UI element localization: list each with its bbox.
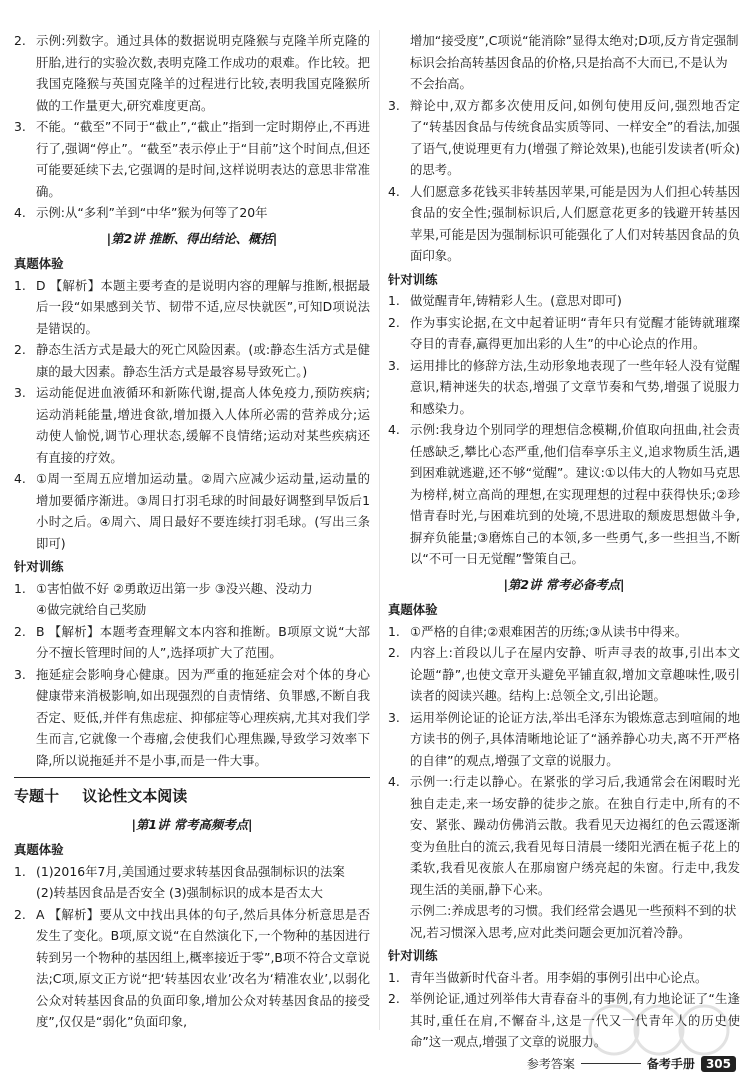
list-item [388,290,740,312]
left-column [14,30,370,1033]
right-items-c [388,621,740,901]
item-text: 示例:列数字。通过具体的数据说明克隆猴与克隆羊所克隆的肝胎,进行的实验次数,表明克隆工作成功的艰难。作比较。把我国克隆猴与英国克隆羊的过程进行比较,表明我国克隆猴所做的工作量更大,研究难度更高。 [36,33,370,113]
item-number: 2. [388,645,400,660]
item-line: (2)转基因食品是否安全 (3)强制标识的成本是否太大 [36,885,323,900]
list-item [388,95,740,181]
zhenti-heading-left: 真题体验 [14,256,64,271]
item-text: ①周一至周五应增加运动量。②周六应减少运动量,运动量的增加要循序渐进。③周日打羽毛球的时间最好调整到早饭后1小时之后。④周六、周日最好不要连续打羽毛球。(写出三条即可) [36,471,370,551]
item-text: 举例论证,通过列举伟大青春奋斗的事例,有力地论证了“生逢其时,重任在肩,不懈奋斗,这是一代又一代青年人的历史使命”这一观点,增强了文章的说服力。 [410,991,740,1049]
item-number: 1. [388,623,400,639]
item-number: 2. [14,342,26,357]
item-text: 做觉醒青年,铸精彩人生。(意思对即可) [410,293,622,308]
item-text: 青年当做新时代奋斗者。用李娟的事例引出中心论点。 [410,969,708,985]
item-number: 3. [388,97,400,113]
item-text: 内容上:首段以儿子在屋内安静、听声寻表的故事,引出本文论题“静”,也使文章开头避免平铺直叙,增加文章趣味性,吸引读者的阅读兴趣。结构上:总领全文,引出论题。 [410,645,740,703]
continued-text: 增加“接受度”,C项说“能消除”显得太绝对;D项,反方肯定强制标识会抬高转基因食品的价格,只是抬高不大而已,不是认为不会抬高。 [410,33,739,91]
item-text: 不能。“截至”不同于“截止”,“截止”指到一定时期停止,不再进行了,强调“停止”。“截至”表示停止于“目前”这个时间点,但还可能要延续下去,它强调的是时间,这样说明表达的意思非常准确。 [36,119,370,199]
item-text: 示例一:行走以静心。在紧张的学习后,我通常会在闲暇时光独自走走,来一场安静的徒步之旅。在独自行走中,所有的不安、紧张、躁动仿佛消云散。我看见天边褐红的色云霞逐渐变为鱼肚白的流云,我看见每日清晨一缕阳光洒在栀子花上的柔软,我看见夜旅人在那扇窗户绣亮起的朱窗。行走中,我发现生活的美丽,静下心来。 [410,774,740,897]
item-text: ①严格的自律;②艰难困苦的历练;③从读书中得来。 [410,623,688,639]
left-items-a [14,30,370,224]
list-item [388,988,740,1053]
lecture-2-title-right: |第2讲 常考必备考点| [503,576,625,592]
item-number: 1. [388,293,400,308]
zhendui-heading-right-2: 针对训练 [388,948,438,963]
list-item [14,621,370,664]
list-item [14,202,370,224]
list-item [388,621,740,643]
item-number: 4. [388,183,400,199]
item-text: A 【解析】要从文中找出具体的句子,然后具体分析意思是否发生了变化。B项,原文说“在自然演化下,一个物种的基因进行转到另一个物种的基因组上,概率接近于零”,B项不符合文章说法;C项,原文正方说“把‘转基因农业’改名为‘精准农业’,以弱化公众对转基因食品的负面印象,增加公众对转基因食品的接受度”,仅仅是“弱化”负面印象, [36,906,370,1029]
item-line: ①害怕做不好 ②勇敢迈出第一步 ③没兴趣、没动力 [36,580,313,596]
lecture-1-title: |第1讲 常考高频考点| [131,816,253,832]
topic-header [14,777,370,808]
footer-rule [581,1063,641,1064]
item-text: 拖延症会影响身心健康。因为严重的拖延症会对个体的身心健康带来消极影响,如出现强烈的自责情绪、负罪感,不断自我否定、贬低,并伴有焦虑症、抑郁症等心理疾病,尤其对我们学生而言,它就像一个毒瘤,会使我们心理焦躁,导致学习效率下降,所以说拖延并不是小事,而是一件大事。 [36,666,370,768]
left-items-c [14,621,370,772]
list-item [388,419,740,570]
item-number: 2. [388,314,400,330]
topic-title: 议论性文本阅读 [82,787,188,805]
item-number: 3. [14,385,26,400]
footer-label-handbook: 备考手册 [646,1057,695,1071]
list-item [14,339,370,382]
column-divider [379,30,380,1030]
list-item [14,382,370,468]
item-text: 示例:我身边个别同学的理想信念模糊,价值取向扭曲,社会责任感缺乏,攀比心态严重,他们信奉享乐主义,追求物质生活,遇到困难就逃避,还不够“觉醒”。建议:①以伟大的人物如马克思为榜样,树立高尚的理想,在实现理想的过程中获得快乐;②珍惜青春时光,与困难坑到的处境,不思进取的颓废思想做斗争,摒弃负能量;③磨炼自己的本领,多一些勇气,多一些担当,不断以“不可一日无觉醒”警策自己。 [410,422,740,566]
list-item [14,30,370,116]
list-item [14,664,370,772]
item-number: 3. [388,709,400,725]
item-number: 2. [14,906,26,922]
item-text: 静态生活方式是最大的死亡风险因素。(或:静态生活方式是健康的最大因素。静态生活方式是最容易导致死亡。) [36,342,370,379]
right-column [388,30,740,1053]
item-number: 3. [14,119,26,134]
list-item [388,642,740,707]
right-items-d [388,967,740,1053]
item-line: (1)2016年7月,美国通过要求转基因食品强制标识的法案 [36,863,345,879]
item-number: 1. [14,580,26,596]
item-text: D 【解析】本题主要考查的是说明内容的理解与推断,根据最后一段“如果感到关节、韧带不适,应尽快就医”,可知D项说法是错误的。 [36,277,370,336]
page-number: 305 [701,1056,736,1072]
page-footer [527,1055,736,1072]
item-line: ④做完就给自己奖励 [36,602,147,617]
item-number: 3. [388,357,400,373]
item-text: 人们愿意多花钱买非转基因苹果,可能是因为人们担心转基因食品的安全性;强制标识后,人们愿意花更多的钱避开转基因苹果,可能是因为强制标识可能强化了人们对转基因食品的负面印象。 [410,183,740,263]
item-number: 2. [14,33,26,48]
item-text: B 【解析】本题考查理解文本内容和推断。B项原文说“大部分不擅长管理时间的人”,选择项扩大了范围。 [36,623,370,660]
zhenti-heading-right: 真题体验 [388,602,438,617]
item-text: 辩论中,双方都多次使用反问,如例句使用反问,强烈地否定了“转基因食品与传统食品实质等同、一样安全”的看法,加强了语气,使说理更有力(增强了辩论效果),也能引发读者(听众)的思考。 [410,97,740,177]
item-number: 4. [388,422,400,437]
list-item [388,355,740,420]
list-item [388,967,740,989]
item-number: 1. [14,863,26,879]
footer-label-answers: 参考答案 [526,1057,575,1071]
list-item [388,181,740,267]
item-number: 1. [14,277,26,293]
list-item [14,116,370,202]
item-text: 作为事实论据,在文中起着证明“青年只有觉醒才能铸就璀璨夺目的青春,赢得更加出彩的人生”的中心论点的作用。 [410,314,740,351]
item-number: 4. [14,205,26,220]
left-items-b [14,275,370,555]
zhenti-heading-left-2: 真题体验 [14,842,64,857]
item-text: 运动能促进血液循环和新陈代谢,提高人体免疫力,预防疾病;运动消耗能量,增进食欲,增加摄入人体所必需的营养成分;运动使人愉悦,调节心理状态,缓解不良情绪;运动对某些疾病还有直接的疗效。 [36,385,370,465]
item-text: 运用举例论证的论证方法,举出毛泽东为锻炼意志到喧闹的地方读书的例子,具体清晰地论证了“涵养静心功夫,离不开严格的自律”的观点,增强了文章的说服力。 [410,709,740,768]
list-item [14,904,370,1033]
list-item [14,468,370,554]
item-number: 4. [14,471,26,486]
example-two: 示例二:养成思考的习惯。我们经常会遇见一些预料不到的状况,若习惯深入思考,应对此类问题会更加沉着冷静。 [410,903,737,940]
lecture-2-title-left: |第2讲 推断、得出结论、概括| [106,230,278,246]
item-number: 3. [14,666,26,682]
item-number: 2. [388,991,400,1006]
item-number: 2. [14,623,26,639]
right-items-b [388,290,740,570]
zhendui-heading-left: 针对训练 [14,559,64,574]
list-item [388,771,740,900]
list-item [14,578,370,621]
list-item [14,861,370,904]
left-items-d [14,904,370,1033]
item-number: 1. [388,969,400,985]
item-text: 运用排比的修辞方法,生动形象地表现了一些年轻人没有觉醒意识,精神迷失的状态,增强了文章节奏和气势,增强了说服力和感染力。 [410,357,740,416]
zhendui-heading-right: 针对训练 [388,271,438,287]
list-item [14,275,370,340]
list-item [388,312,740,355]
topic-number: 专题十 [14,787,60,805]
item-text: 示例:从“多利”羊到“中华”猴为何等了20年 [36,205,268,220]
list-item [388,707,740,772]
item-number: 4. [388,774,400,789]
right-items-a [388,95,740,267]
